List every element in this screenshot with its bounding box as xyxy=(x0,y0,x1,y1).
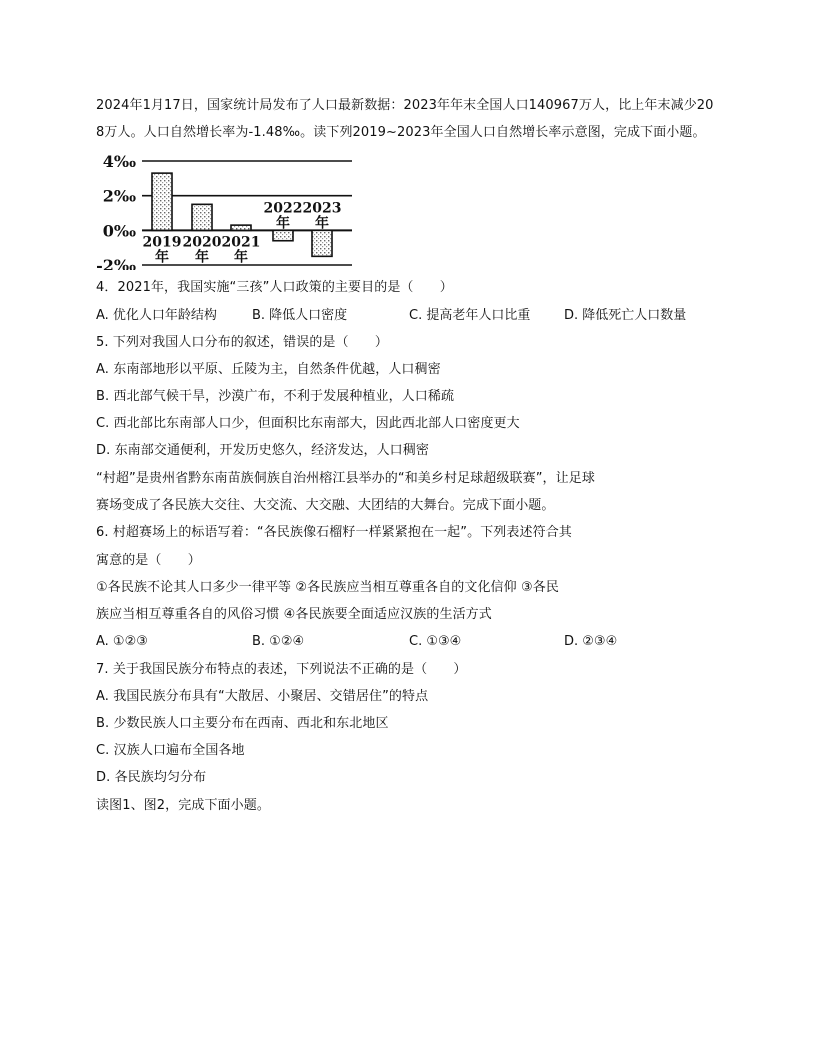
intro-line-1: 2024年1月17日，国家统计局发布了人口最新数据：2023年年末全国人口140967万人，比上年末减少20 xyxy=(96,98,714,113)
x-label-year: 2023 xyxy=(302,200,342,217)
x-label-year: 2021 xyxy=(221,234,261,251)
x-label-suffix: 年 xyxy=(276,215,290,232)
bar-2023 xyxy=(312,230,332,256)
passage-line-2: 赛场变成了各民族大交往、大交流、大交融、大团结的大舞台。完成下面小题。 xyxy=(96,498,555,513)
q6-option-d: D. ②③④ xyxy=(564,634,618,649)
q5-stem: 5. 下列对我国人口分布的叙述，错误的是（ ） xyxy=(96,335,388,350)
outro-line: 读图1、图2，完成下面小题。 xyxy=(96,798,270,813)
x-label-year: 2022 xyxy=(263,200,303,217)
q4-option-d: D. 降低死亡人口数量 xyxy=(564,308,687,323)
bar-2020 xyxy=(192,204,212,230)
q7-option-d: D. 各民族均匀分布 xyxy=(96,770,207,785)
q6-option-b: B. ①②④ xyxy=(252,634,305,649)
q4-stem: 4．2021年，我国实施“三孩”人口政策的主要目的是（ ） xyxy=(96,280,453,295)
x-label-year: 2020 xyxy=(182,234,222,251)
y-tick-label: -2‰ xyxy=(96,256,136,270)
x-label-year: 2019 xyxy=(142,234,182,251)
bar-2019 xyxy=(152,173,172,230)
x-label-suffix: 年 xyxy=(155,249,169,266)
q5-option-a: A. 东南部地形以平原、丘陵为主，自然条件优越，人口稠密 xyxy=(96,362,441,377)
q4-option-c: C. 提高老年人口比重 xyxy=(409,308,531,323)
bar-2021 xyxy=(231,225,251,230)
y-tick-label: 4‰ xyxy=(102,152,136,171)
q7-option-b: B. 少数民族人口主要分布在西南、西北和东北地区 xyxy=(96,716,389,731)
x-label-suffix: 年 xyxy=(234,249,248,266)
x-label-suffix: 年 xyxy=(315,215,329,232)
x-label-suffix: 年 xyxy=(195,249,209,266)
passage-line-1: “村超”是贵州省黔东南苗族侗族自治州榕江县举办的“和美乡村足球超级联赛”，让足球 xyxy=(96,471,595,486)
q5-option-d: D. 东南部交通便利，开发历史悠久，经济发达，人口稠密 xyxy=(96,443,429,458)
q6-items-line-2: 族应当相互尊重各自的风俗习惯 ④各民族要全面适应汉族的生活方式 xyxy=(96,607,492,622)
y-tick-label: 0‰ xyxy=(102,221,136,241)
q5-option-b: B. 西北部气候干旱，沙漠广布，不利于发展种植业，人口稀疏 xyxy=(96,389,455,404)
bar-2022 xyxy=(273,230,293,240)
intro-line-2: 8万人。人口自然增长率为-1.48‰。读下列2019~2023年全国人口自然增长率示意图，完成下面小题。 xyxy=(96,125,706,140)
q7-stem: 7. 关于我国民族分布特点的表述，下列说法不正确的是（ ） xyxy=(96,662,467,677)
q4-option-b: B. 降低人口密度 xyxy=(252,308,348,323)
q6-stem-line-1: 6. 村超赛场上的标语写着：“各民族像石榴籽一样紧紧抱在一起”。下列表述符合其 xyxy=(96,525,572,540)
q5-option-c: C. 西北部比东南部人口少，但面积比东南部大，因此西北部人口密度更大 xyxy=(96,416,520,431)
q6-option-c: C. ①③④ xyxy=(409,634,462,649)
natural-growth-rate-chart xyxy=(96,152,356,270)
q4-option-a: A. 优化人口年龄结构 xyxy=(96,308,217,323)
q7-option-a: A. 我国民族分布具有“大散居、小聚居、交错居住”的特点 xyxy=(96,689,429,704)
q6-stem-line-2: 寓意的是（ ） xyxy=(96,553,201,568)
q7-option-c: C. 汉族人口遍布全国各地 xyxy=(96,743,245,758)
q6-items-line-1: ①各民族不论其人口多少一律平等 ②各民族应当相互尊重各自的文化信仰 ③各民 xyxy=(96,580,559,595)
y-tick-label: 2‰ xyxy=(102,186,136,206)
q6-option-a: A. ①②③ xyxy=(96,634,148,649)
